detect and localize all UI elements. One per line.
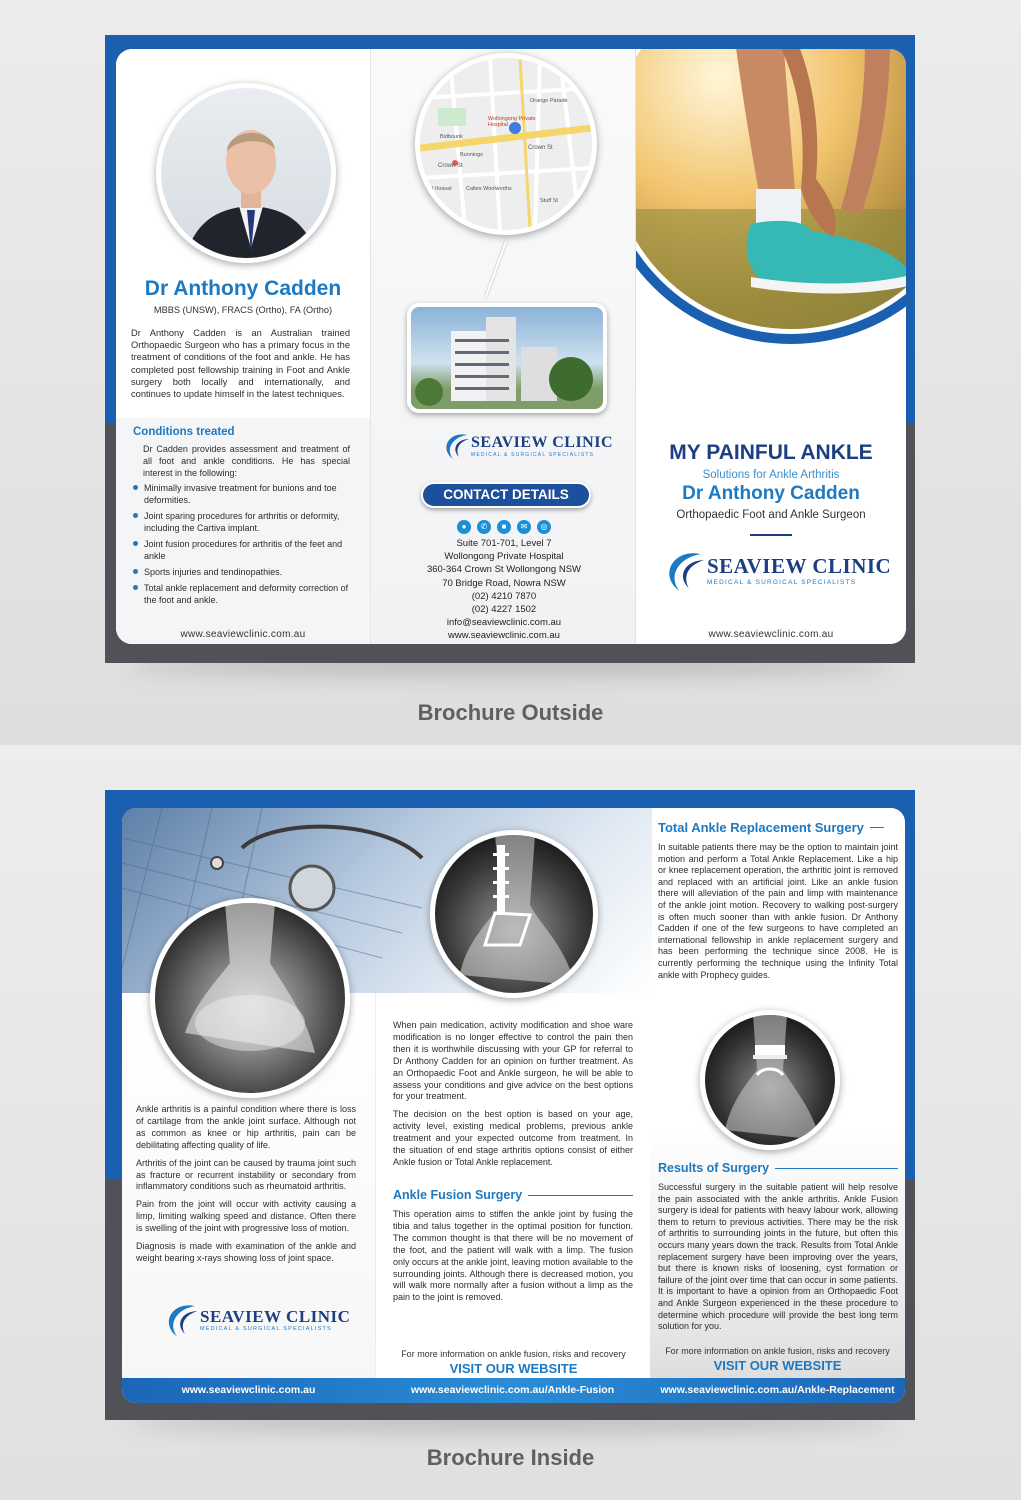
replacement-title-text: Total Ankle Replacement Surgery: [658, 820, 864, 835]
footer-url[interactable]: www.seaviewclinic.com.au: [181, 1384, 316, 1396]
results-text: Successful surgery in the suitable patient will help resolve the pain associated with the ankle arthritis. Ankle Fusion surgery is ideal for patients with heavy labour work, allowing them to return to previous activities. There may be the risk of arthritis to surrounding joints in the future, but often this occurs many years down the track. Results from Total Ankle replacement surgery have been improving over the years, but there is known risks of loosening, cyst formation or failure of the joint over time that can occur in some patients. It is important to have a opinion from an Orthopaedic Foot and Ankle Surgeon experienced in the these procedure to determine which procedure will provide the best long term solution for you.: [658, 1182, 898, 1332]
map-label: Bidbounk: [440, 134, 463, 140]
map-label: Crown St: [528, 145, 553, 151]
visit-website-fusion[interactable]: VISIT OUR WEBSITE: [449, 1361, 578, 1376]
contact-icons: [371, 516, 636, 534]
ankle-photo: [636, 49, 906, 334]
footer-url-replacement[interactable]: www.seaviewclinic.com.au/Ankle-Replacement: [660, 1384, 895, 1396]
cover-doctor: Dr Anthony Cadden: [682, 483, 860, 504]
fusion-title-text: Ankle Fusion Surgery: [393, 1188, 523, 1202]
logo-tagline: MEDICAL & SURGICAL SPECIALISTS: [707, 578, 857, 586]
seaview-logo: [162, 1298, 350, 1342]
map-label: Caltex Woolworths: [466, 186, 512, 192]
url-footer-bar: [122, 1378, 905, 1403]
map-label: I Ihraval: [432, 186, 452, 192]
conditions-intro: Dr Cadden provides assessment and treatment of all foot and ankle conditions. He has special interest in the following:: [143, 444, 350, 478]
condition-item: Joint fusion procedures for arthritis of the feet and ankle: [133, 538, 353, 562]
arthritis-text: [136, 1104, 356, 1265]
contact-line: Suite 701-701, Level 7: [456, 538, 552, 549]
swoosh-icon: [162, 1298, 200, 1342]
map-pointer: [485, 240, 507, 297]
more-info-replacement: For more information on ankle fusion, risks and recovery: [665, 1346, 890, 1356]
phone-icon[interactable]: ✆: [477, 520, 491, 534]
logo-name: SEAVIEW CLINIC: [471, 433, 614, 451]
treatment-paragraph: The decision on the best option is based on your age, activity level, existing medical problems, previous ankle treatment and your expected outcome from treatment. In the situation of end stage arthritis options consist of either Ankle fusion or Total Ankle replacement.: [393, 1109, 633, 1167]
caption-outside: Brochure Outside: [417, 700, 604, 725]
logo-tagline: MEDICAL & SURGICAL SPECIALISTS: [471, 451, 595, 458]
title-rule: [870, 827, 884, 828]
website-url[interactable]: www.seaviewclinic.com.au: [180, 629, 306, 640]
more-info-fusion: For more information on ankle fusion, risks and recovery: [401, 1349, 626, 1359]
contact-phone[interactable]: (02) 4227 1502: [471, 604, 537, 616]
conditions-section: [116, 418, 370, 644]
location-icon[interactable]: ●: [457, 520, 471, 534]
printer-icon[interactable]: ■: [497, 520, 511, 534]
contact-line: Wollongong Private Hospital: [444, 551, 564, 563]
visit-website-replacement[interactable]: VISIT OUR WEBSITE: [713, 1358, 842, 1373]
logo-name: SEAVIEW CLINIC: [200, 1306, 351, 1326]
location-map: [415, 53, 597, 235]
conditions-title: Conditions treated: [133, 426, 235, 438]
condition-item: Total ankle replacement and deformity correction of the foot and ankle.: [133, 582, 353, 606]
hospital-photo: [407, 303, 607, 413]
cover-role: Orthopaedic Foot and Ankle Surgeon: [676, 509, 866, 521]
results-title: [658, 1161, 898, 1175]
cover-subtitle: Solutions for Ankle Arthritis: [702, 469, 840, 481]
xray-fusion: [430, 830, 598, 998]
seaview-logo: [441, 429, 613, 463]
contact-address: [371, 537, 636, 643]
cover-title: MY PAINFUL ANKLE: [669, 441, 873, 464]
replacement-text: In suitable patients there may be the option to maintain joint motion and perform a Total Ankle Replacement. Like a hip or knee replacement operation, the arthritic joint is removed and replaced with an artificial joint. Like an ankle fusion there will alleviation of the pain and limp with maintenance of the ankle joint motion. Recovery to walking post-surgery is often much sooner than with ankle fusion. Dr Anthony Cadden if one of the few surgeons to have completed an international fellowship in ankle replacement surgery and has been performing the technique since 2008. He is currently performing the technique using the Infinity Total ankle with Prophecy guides.: [658, 842, 898, 980]
fusion-title: [393, 1188, 633, 1202]
seaview-logo: [661, 544, 891, 598]
arthritis-paragraph: Diagnosis is made with examination of the ankle and weight bearing x-rays showing loss of joint space.: [136, 1241, 356, 1263]
contact-email[interactable]: info@seaviewclinic.com.au: [446, 617, 562, 629]
treatment-paragraph: When pain medication, activity modification and shoe ware modification is no longer effective to control the pain then then it is worthwhile discussing with your GP for referral to Dr Anthony Cadden for an opinion on further treatment. As an Orthopaedic Foot and Ankle surgeon, he will be able to assess your conditions and give advice on the best options for your treatment.: [393, 1020, 633, 1102]
doctor-photo: [156, 83, 336, 263]
condition-item: Sports injuries and tendinopathies.: [133, 566, 353, 578]
contact-line: 70 Bridge Road, Nowra NSW: [442, 577, 566, 589]
brochure-inside: [105, 790, 915, 1420]
swoosh-icon: [661, 544, 707, 598]
logo-name: SEAVIEW CLINIC: [707, 553, 892, 578]
fusion-text: This operation aims to stiffen the ankle joint by fusing the tibia and talus together in the optimal position for function. The common thought is that there will be no movement of the foot, and the patient will walk with a limp. The fusion only occurs at the ankle joint, leaving motion available to the surrounding joints. Although there is decreased motion, you will walk more normally after a fusion without a limp as the pain to the joint is removed.: [393, 1209, 633, 1303]
contact-details-button[interactable]: CONTACT DETAILS: [421, 482, 591, 508]
doctor-qualifications: MBBS (UNSW), FRACS (Ortho), FA (Ortho): [153, 305, 333, 315]
xray-replacement: [700, 1010, 840, 1150]
cover-panel: [636, 49, 906, 644]
swoosh-icon: [441, 429, 471, 463]
contact-website[interactable]: www.seaviewclinic.com.au: [448, 630, 560, 642]
map-label: Orange Parade: [530, 98, 568, 104]
doctor-name: Dr Anthony Cadden: [144, 277, 342, 300]
contact-panel: [370, 49, 636, 644]
caption-inside: Brochure Inside: [426, 1445, 595, 1470]
arthritis-paragraph: Ankle arthritis is a painful condition where there is loss of cartilage from the ankle joint surface. Although not as common as knee or hip arthritis, pain can be debilitating affecting quality of life.: [136, 1104, 356, 1150]
website-url[interactable]: www.seaviewclinic.com.au: [708, 629, 834, 640]
treatment-panel: [375, 993, 650, 1403]
outside-sheet: [116, 49, 906, 644]
title-rule: [528, 1195, 633, 1196]
contact-phone[interactable]: (02) 4210 7870: [471, 590, 537, 602]
replacement-title: [658, 820, 898, 835]
inside-sheet: [122, 808, 905, 1403]
doctor-bio: Dr Anthony Cadden is an Australian trained Orthopaedic Surgeon who has a primary focus in the treatment of conditions of the foot and ankle. He has completed post fellowship training in Foot and Ankle surgery both locally and internationally, and continues to update himself in the latest techniques.: [131, 328, 350, 400]
doctor-panel: [116, 49, 370, 644]
contact-line: 360-364 Crown St Wollongong NSW: [426, 564, 581, 576]
conditions-list: [133, 482, 353, 610]
logo-tagline: MEDICAL & SURGICAL SPECIALISTS: [200, 1325, 332, 1332]
footer-url-fusion[interactable]: www.seaviewclinic.com.au/Ankle-Fusion: [410, 1384, 615, 1396]
map-label: Crown St: [438, 163, 463, 169]
divider: [750, 534, 792, 536]
results-title-text: Results of Surgery: [658, 1161, 770, 1175]
email-icon[interactable]: ✉: [517, 520, 531, 534]
map-label: Wollongong Private Hospital: [488, 116, 536, 128]
map-label: Stuff St: [540, 198, 558, 204]
condition-item: Minimally invasive treatment for bunions and toe deformities.: [133, 482, 353, 506]
xray-arthritis: [150, 898, 350, 1098]
title-rule: [775, 1168, 898, 1169]
treatment-text: [393, 1020, 633, 1169]
map-label: Bunnings: [460, 152, 483, 158]
brochure-outside: [105, 35, 915, 663]
condition-item: Joint sparing procedures for arthritis or deformity, including the Cartiva implant.: [133, 510, 353, 534]
arthritis-paragraph: Pain from the joint will occur with activity causing a limp, limiting walking speed and distance. Often there is swelling of the joint with progressive loss of motion.: [136, 1199, 356, 1234]
web-icon[interactable]: ◎: [537, 520, 551, 534]
arthritis-paragraph: Arthritis of the joint can be caused by trauma joint such as fracture or recurrent instability or secondary from inflammatory conditions such as rheumatoid arthritis.: [136, 1157, 356, 1192]
